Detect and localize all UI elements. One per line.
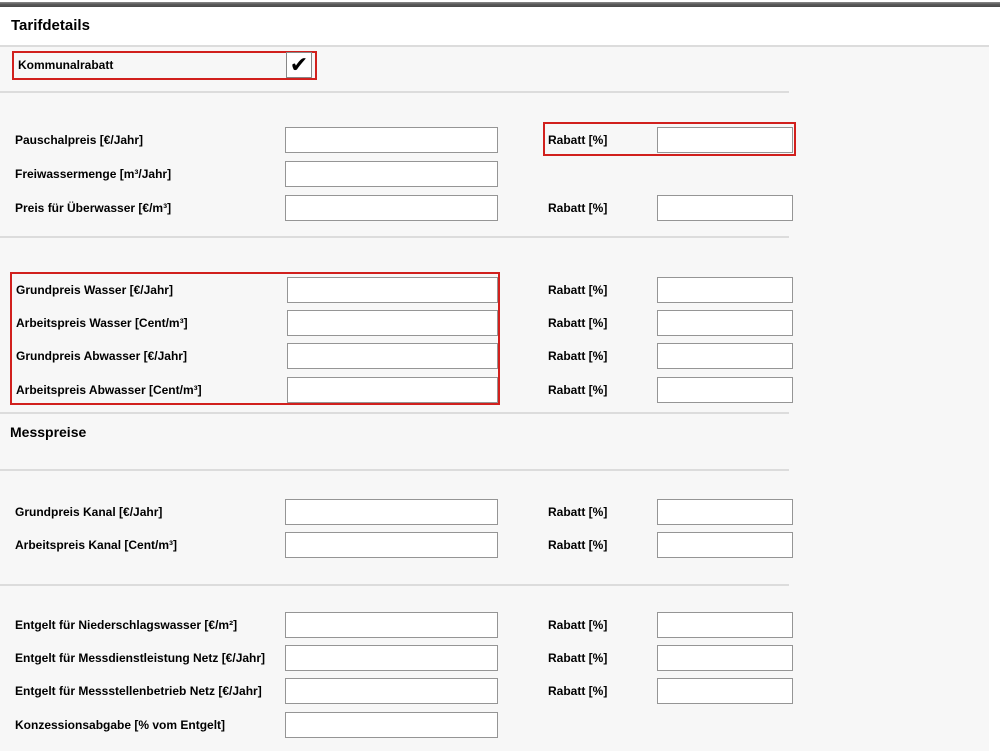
niederschlagswasser-label: Entgelt für Niederschlagswasser [€/m²] — [15, 618, 238, 632]
arbeitspreis-abwasser-input[interactable] — [287, 377, 498, 403]
ueberwasser-label: Preis für Überwasser [€/m³] — [15, 201, 172, 215]
divider — [0, 412, 789, 414]
konzessionsabgabe-label: Konzessionsabgabe [% vom Entgelt] — [15, 718, 226, 732]
grundpreis-kanal-input[interactable] — [285, 499, 498, 525]
messdienstleistung-label: Entgelt für Messdienstleistung Netz [€/Jahr] — [15, 651, 266, 665]
rabatt-label: Rabatt [%] — [548, 651, 608, 665]
messpreise-heading: Messpreise — [10, 424, 87, 440]
ueberwasser-input[interactable] — [285, 195, 498, 221]
arbeitspreis-wasser-rabatt-input[interactable] — [657, 310, 793, 336]
pauschalpreis-label: Pauschalpreis [€/Jahr] — [15, 133, 144, 147]
messdienstleistung-input[interactable] — [285, 645, 498, 671]
arbeitspreis-kanal-label: Arbeitspreis Kanal [Cent/m³] — [15, 538, 178, 552]
freiwassermenge-input[interactable] — [285, 161, 498, 187]
freiwassermenge-label: Freiwassermenge [m³/Jahr] — [15, 167, 172, 181]
arbeitspreis-abwasser-rabatt-input[interactable] — [657, 377, 793, 403]
grundpreis-kanal-rabatt-input[interactable] — [657, 499, 793, 525]
grundpreis-abwasser-rabatt-input[interactable] — [657, 343, 793, 369]
rabatt-label: Rabatt [%] — [548, 283, 608, 297]
rabatt-label: Rabatt [%] — [548, 684, 608, 698]
messstellenbetrieb-rabatt-input[interactable] — [657, 678, 793, 704]
arbeitspreis-abwasser-label: Arbeitspreis Abwasser [Cent/m³] — [16, 383, 202, 397]
rabatt-label: Rabatt [%] — [548, 383, 608, 397]
rabatt-label: Rabatt [%] — [548, 201, 608, 215]
arbeitspreis-wasser-label: Arbeitspreis Wasser [Cent/m³] — [16, 316, 188, 330]
arbeitspreis-kanal-rabatt-input[interactable] — [657, 532, 793, 558]
rabatt-label: Rabatt [%] — [548, 349, 608, 363]
grundpreis-wasser-label: Grundpreis Wasser [€/Jahr] — [16, 283, 173, 297]
rabatt-label: Rabatt [%] — [548, 538, 608, 552]
kommunalrabatt-checkbox[interactable] — [286, 52, 312, 78]
divider — [0, 91, 789, 93]
grundpreis-wasser-input[interactable] — [287, 277, 498, 303]
grundpreis-abwasser-label: Grundpreis Abwasser [€/Jahr] — [16, 349, 187, 363]
rabatt-label: Rabatt [%] — [548, 133, 608, 147]
rabatt-label: Rabatt [%] — [548, 505, 608, 519]
ueberwasser-rabatt-input[interactable] — [657, 195, 793, 221]
grundpreis-abwasser-input[interactable] — [287, 343, 498, 369]
checkmark-icon: ✔ — [289, 52, 309, 77]
pauschalpreis-rabatt-input[interactable] — [657, 127, 793, 153]
arbeitspreis-wasser-input[interactable] — [287, 310, 498, 336]
messstellenbetrieb-label: Entgelt für Messstellenbetrieb Netz [€/Jahr] — [15, 684, 262, 698]
divider — [0, 45, 989, 47]
kommunalrabatt-label: Kommunalrabatt — [18, 58, 114, 72]
grundpreis-wasser-rabatt-input[interactable] — [657, 277, 793, 303]
konzessionsabgabe-input[interactable] — [285, 712, 498, 738]
divider — [0, 469, 789, 471]
arbeitspreis-kanal-input[interactable] — [285, 532, 498, 558]
rabatt-label: Rabatt [%] — [548, 618, 608, 632]
messstellenbetrieb-input[interactable] — [285, 678, 498, 704]
divider — [0, 584, 789, 586]
divider — [0, 236, 789, 238]
header-band — [0, 7, 989, 45]
pauschalpreis-input[interactable] — [285, 127, 498, 153]
rabatt-label: Rabatt [%] — [548, 316, 608, 330]
niederschlagswasser-input[interactable] — [285, 612, 498, 638]
grundpreis-kanal-label: Grundpreis Kanal [€/Jahr] — [15, 505, 163, 519]
page-title: Tarifdetails — [11, 17, 90, 34]
niederschlagswasser-rabatt-input[interactable] — [657, 612, 793, 638]
messdienstleistung-rabatt-input[interactable] — [657, 645, 793, 671]
